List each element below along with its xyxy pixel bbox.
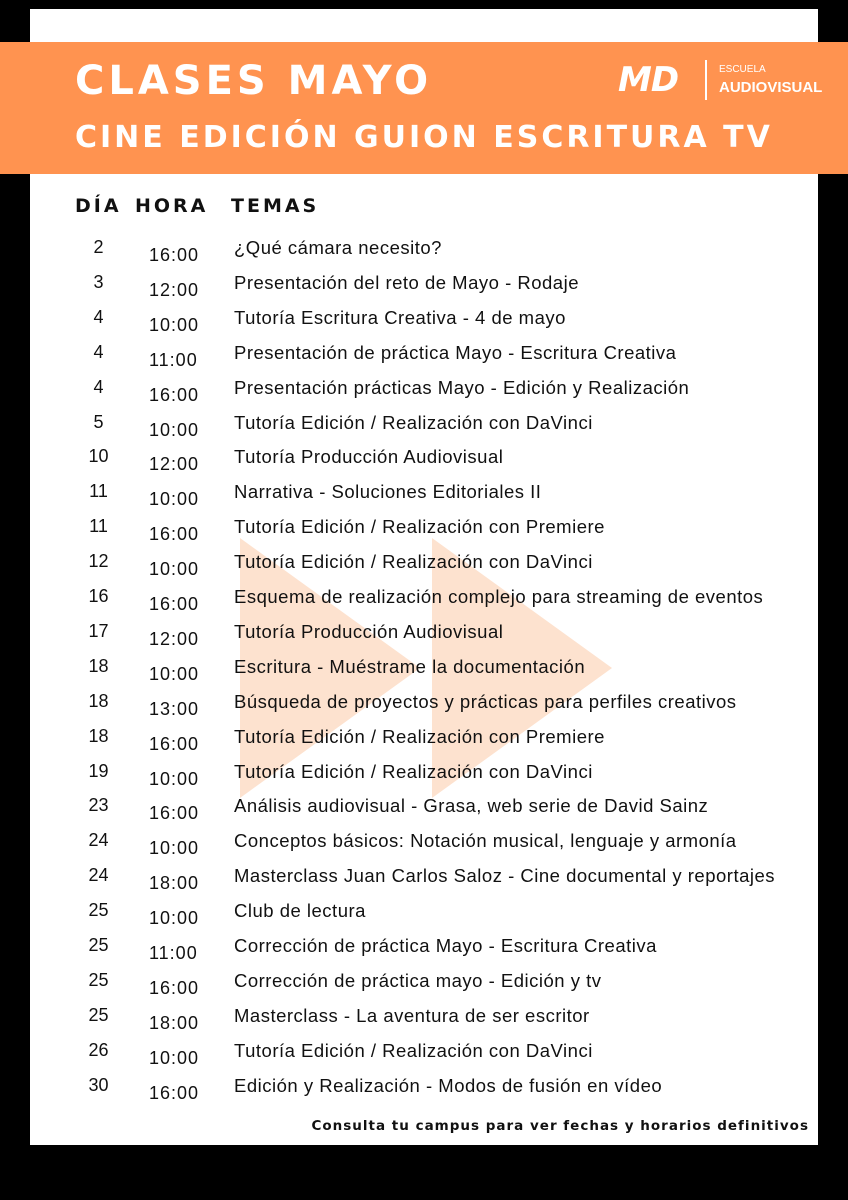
row-day: 10	[88, 446, 109, 467]
row-hour: 16:00	[149, 733, 200, 754]
row-topic: Análisis audiovisual - Grasa, web serie de David Sainz	[234, 795, 709, 817]
row-day: 25	[88, 1004, 109, 1025]
row-day: 12	[88, 551, 109, 572]
row-topic: Narrativa - Soluciones Editoriales II	[234, 481, 542, 503]
logo-line-2: AUDIOVISUAL	[719, 79, 823, 96]
row-hour: 16:00	[149, 1082, 200, 1103]
row-day: 25	[88, 969, 109, 990]
row-day: 30	[88, 1074, 109, 1095]
schedule-row	[0, 935, 848, 969]
row-topic: Tutoría Escritura Creativa - 4 de mayo	[234, 306, 566, 328]
row-topic: Tutoría Producción Audiovisual	[234, 446, 504, 468]
row-day: 5	[93, 411, 104, 432]
logo-line-1: ESCUELA	[719, 64, 766, 75]
schedule-row	[0, 412, 848, 446]
row-hour: 10:00	[149, 419, 200, 440]
schedule-row	[0, 586, 848, 620]
row-day: 11	[89, 481, 108, 502]
row-day: 26	[88, 1039, 109, 1060]
row-topic: Edición y Realización - Modos de fusión en vídeo	[234, 1074, 663, 1096]
row-hour: 16:00	[149, 594, 200, 614]
row-hour: 18:00	[149, 873, 200, 894]
row-topic: Masterclass Juan Carlos Saloz - Cine documental y reportajes	[234, 865, 776, 887]
row-day: 17	[88, 620, 109, 641]
row-day: 3	[93, 271, 104, 292]
row-day: 4	[93, 341, 104, 362]
schedule-row	[0, 342, 848, 376]
row-topic: Tutoría Producción Audiovisual	[234, 620, 504, 642]
row-hour: 10:00	[149, 908, 200, 929]
row-day: 4	[93, 306, 104, 327]
row-day: 11	[89, 516, 108, 537]
row-topic: Presentación prácticas Mayo - Edición y Realización	[234, 376, 690, 398]
row-day: 24	[88, 830, 109, 851]
schedule-row	[0, 900, 848, 934]
row-hour: 10:00	[149, 1047, 200, 1068]
row-hour: 11:00	[149, 943, 198, 963]
row-hour: 10:00	[149, 314, 200, 335]
schedule-row	[0, 307, 848, 341]
row-topic: ¿Qué cámara necesito?	[234, 237, 442, 258]
schedule-row	[0, 446, 848, 480]
row-day: 2	[93, 237, 104, 257]
row-topic: Corrección de práctica mayo - Edición y tv	[234, 969, 602, 991]
schedule-row	[0, 726, 848, 760]
row-hour: 13:00	[149, 698, 200, 719]
schedule-row	[0, 377, 848, 411]
row-hour: 10:00	[149, 559, 200, 580]
schedule-row	[0, 691, 848, 725]
schedule-row	[0, 656, 848, 690]
row-topic: Presentación del reto de Mayo - Rodaje	[234, 271, 579, 293]
row-hour: 10:00	[149, 489, 200, 510]
row-day: 24	[88, 865, 109, 886]
row-hour: 10:00	[149, 838, 200, 859]
schedule-row	[0, 830, 848, 864]
row-day: 16	[88, 586, 109, 606]
row-hour: 12:00	[149, 279, 200, 300]
schedule-row	[0, 237, 848, 271]
row-day: 4	[93, 376, 104, 397]
row-hour: 12:00	[149, 454, 200, 475]
schedule-row	[0, 795, 848, 829]
row-topic: Masterclass - La aventura de ser escritor	[234, 1004, 590, 1026]
row-hour: 16:00	[149, 524, 200, 545]
row-hour: 16:00	[149, 245, 200, 265]
row-topic: Conceptos básicos: Notación musical, lenguaje y armonía	[234, 830, 737, 852]
schedule-row	[0, 516, 848, 550]
schedule-row	[0, 761, 848, 795]
schedule-row	[0, 970, 848, 1004]
row-topic: Tutoría Edición / Realización con Premiere	[234, 516, 605, 538]
row-day: 23	[88, 795, 109, 816]
footer-note: Consulta tu campus para ver fechas y horarios definitivos	[311, 1118, 809, 1134]
row-hour: 16:00	[149, 977, 200, 998]
row-day: 18	[88, 655, 109, 676]
row-day: 18	[88, 690, 109, 711]
row-topic: Búsqueda de proyectos y prácticas para perfiles creativos	[234, 690, 737, 712]
schedule-row	[0, 481, 848, 515]
row-topic: Escritura - Muéstrame la documentación	[234, 655, 586, 677]
row-topic: Presentación de práctica Mayo - Escritura Creativa	[234, 341, 677, 363]
page-subtitle: CINE EDICIÓN GUION ESCRITURA TV	[75, 120, 773, 155]
row-hour: 11:00	[149, 349, 198, 370]
row-topic: Tutoría Edición / Realización con DaVinci	[234, 411, 593, 433]
row-topic: Esquema de realización complejo para streaming de eventos	[234, 586, 764, 607]
row-topic: Tutoría Edición / Realización con Premiere	[234, 725, 605, 747]
schedule-row	[0, 621, 848, 655]
row-hour: 12:00	[149, 628, 200, 649]
column-header-topic: TEMAS	[231, 195, 320, 217]
logo-mark: MD	[618, 60, 679, 100]
row-topic: Tutoría Edición / Realización con DaVinci	[234, 1039, 593, 1061]
row-hour: 16:00	[149, 803, 200, 824]
row-hour: 10:00	[149, 768, 200, 789]
schedule-row	[0, 1040, 848, 1074]
schedule-row	[0, 272, 848, 306]
schedule-row	[0, 1005, 848, 1039]
row-topic: Tutoría Edición / Realización con DaVinci	[234, 551, 593, 573]
column-header-hour: HORA	[135, 195, 209, 217]
row-hour: 18:00	[149, 1012, 200, 1033]
logo-divider	[705, 60, 707, 100]
row-day: 19	[88, 760, 109, 781]
row-hour: 16:00	[149, 384, 200, 405]
schedule-row	[0, 551, 848, 585]
row-hour: 10:00	[149, 663, 200, 684]
row-topic: Tutoría Edición / Realización con DaVinci	[234, 760, 593, 782]
schedule-row	[0, 1075, 848, 1109]
row-day: 25	[88, 900, 109, 921]
row-topic: Corrección de práctica Mayo - Escritura Creativa	[234, 935, 657, 956]
schedule-row	[0, 865, 848, 899]
row-day: 18	[88, 725, 109, 746]
page-title: CLASES MAYO	[75, 58, 433, 104]
row-topic: Club de lectura	[234, 900, 366, 922]
row-day: 25	[88, 935, 109, 955]
column-header-day: DÍA	[75, 195, 122, 217]
